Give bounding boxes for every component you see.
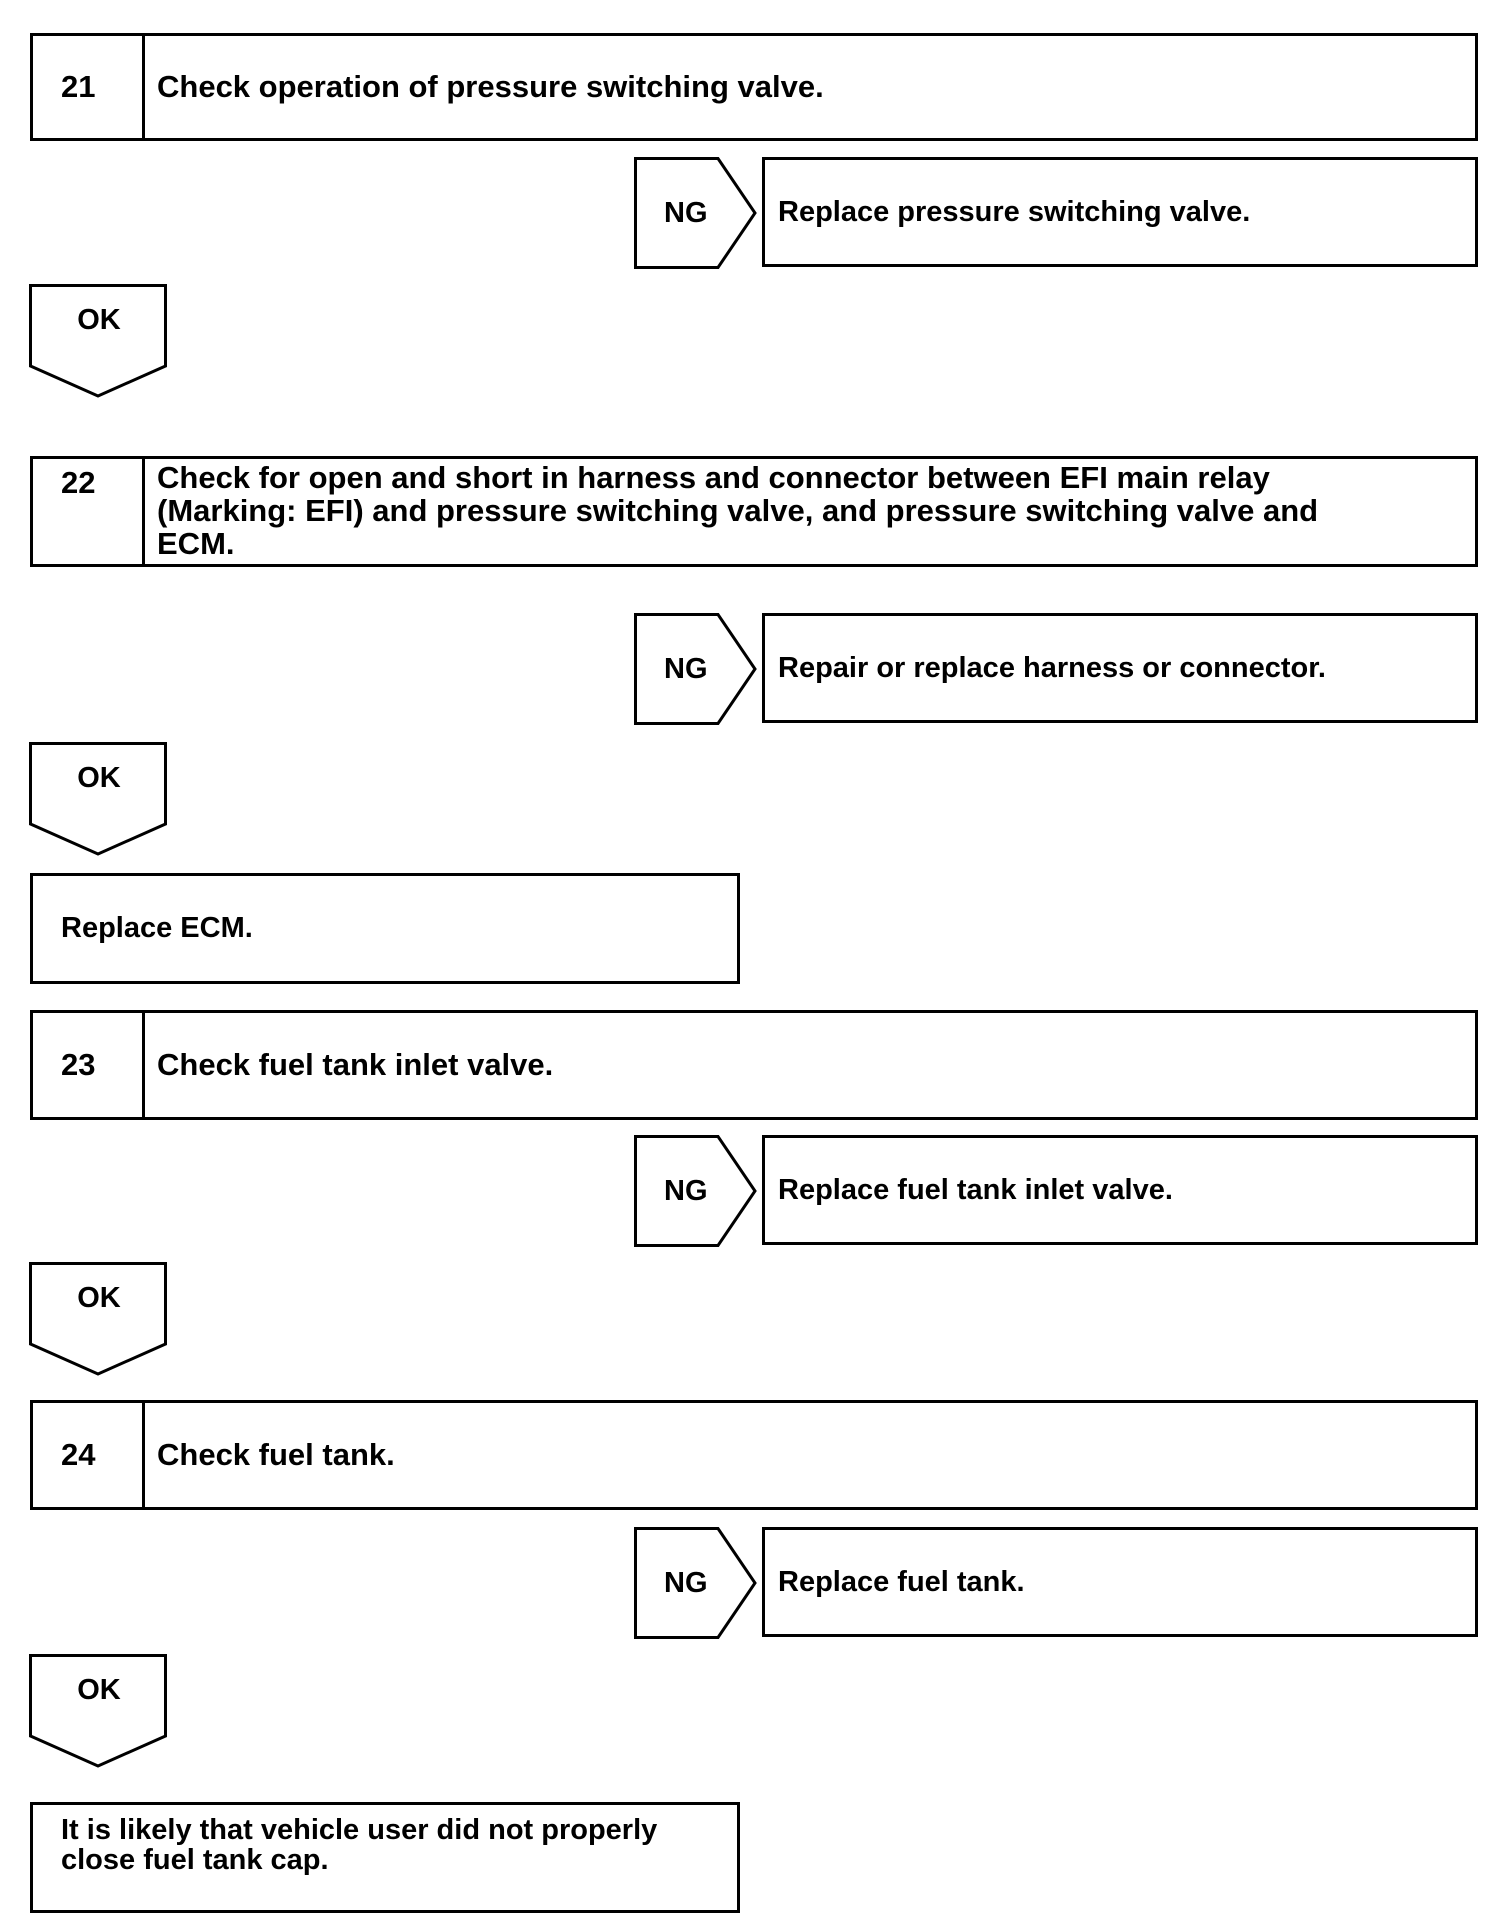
step-22-box <box>30 456 1478 567</box>
step-title: Check fuel tank. <box>157 1437 395 1472</box>
ng-arrow-21 <box>634 157 758 269</box>
step-number: 24 <box>33 1403 145 1507</box>
step-23-box <box>30 1010 1478 1120</box>
step-title: Check operation of pressure switching valve. <box>157 69 824 104</box>
ok-arrow-icon <box>29 1654 169 1768</box>
ok-label: OK <box>77 1674 121 1706</box>
ng-result-24 <box>762 1527 1478 1637</box>
step-title-line: Check for open and short in harness and connector between EFI main relay <box>157 460 1270 495</box>
step-24-box <box>30 1400 1478 1510</box>
ng-arrow-23 <box>634 1135 758 1247</box>
ok-result-text: Replace ECM. <box>61 912 253 944</box>
ng-label: NG <box>664 1174 708 1207</box>
step-number: 23 <box>33 1013 145 1117</box>
ok-arrow-icon <box>29 742 169 856</box>
ng-result-21 <box>762 157 1478 267</box>
ok-result-24 <box>30 1802 740 1913</box>
step-title: Check fuel tank inlet valve. <box>157 1047 554 1082</box>
ng-result-text: Replace fuel tank inlet valve. <box>778 1173 1173 1206</box>
step-number: 22 <box>33 459 145 564</box>
ok-result-22 <box>30 873 740 984</box>
step-title <box>145 459 1475 564</box>
ng-arrow-22 <box>634 613 758 725</box>
ok-label: OK <box>77 1282 121 1314</box>
ok-arrow-icon <box>29 284 169 398</box>
ng-label: NG <box>664 196 708 229</box>
ng-result-text: Replace pressure switching valve. <box>778 195 1251 228</box>
step-number: 21 <box>33 36 145 138</box>
step-title-line: (Marking: EFI) and pressure switching valve, and pressure switching valve and <box>157 493 1319 528</box>
ng-result-text: Replace fuel tank. <box>778 1565 1025 1598</box>
ng-arrow-24 <box>634 1527 758 1639</box>
ng-result-text: Repair or replace harness or connector. <box>778 651 1326 684</box>
step-21-box <box>30 33 1478 141</box>
ok-result-line: close fuel tank cap. <box>61 1844 329 1876</box>
step-title-line: ECM. <box>157 526 235 561</box>
ok-arrow-icon <box>29 1262 169 1376</box>
ok-arrow-24 <box>29 1654 169 1768</box>
ng-label: NG <box>664 652 708 685</box>
ok-arrow-21 <box>29 284 169 398</box>
ok-result-line: It is likely that vehicle user did not properly <box>61 1814 658 1846</box>
ok-label: OK <box>77 762 121 794</box>
ng-label: NG <box>664 1566 708 1599</box>
ng-result-22 <box>762 613 1478 723</box>
ok-arrow-22 <box>29 742 169 856</box>
ok-arrow-23 <box>29 1262 169 1376</box>
ok-label: OK <box>77 304 121 336</box>
ng-result-23 <box>762 1135 1478 1245</box>
